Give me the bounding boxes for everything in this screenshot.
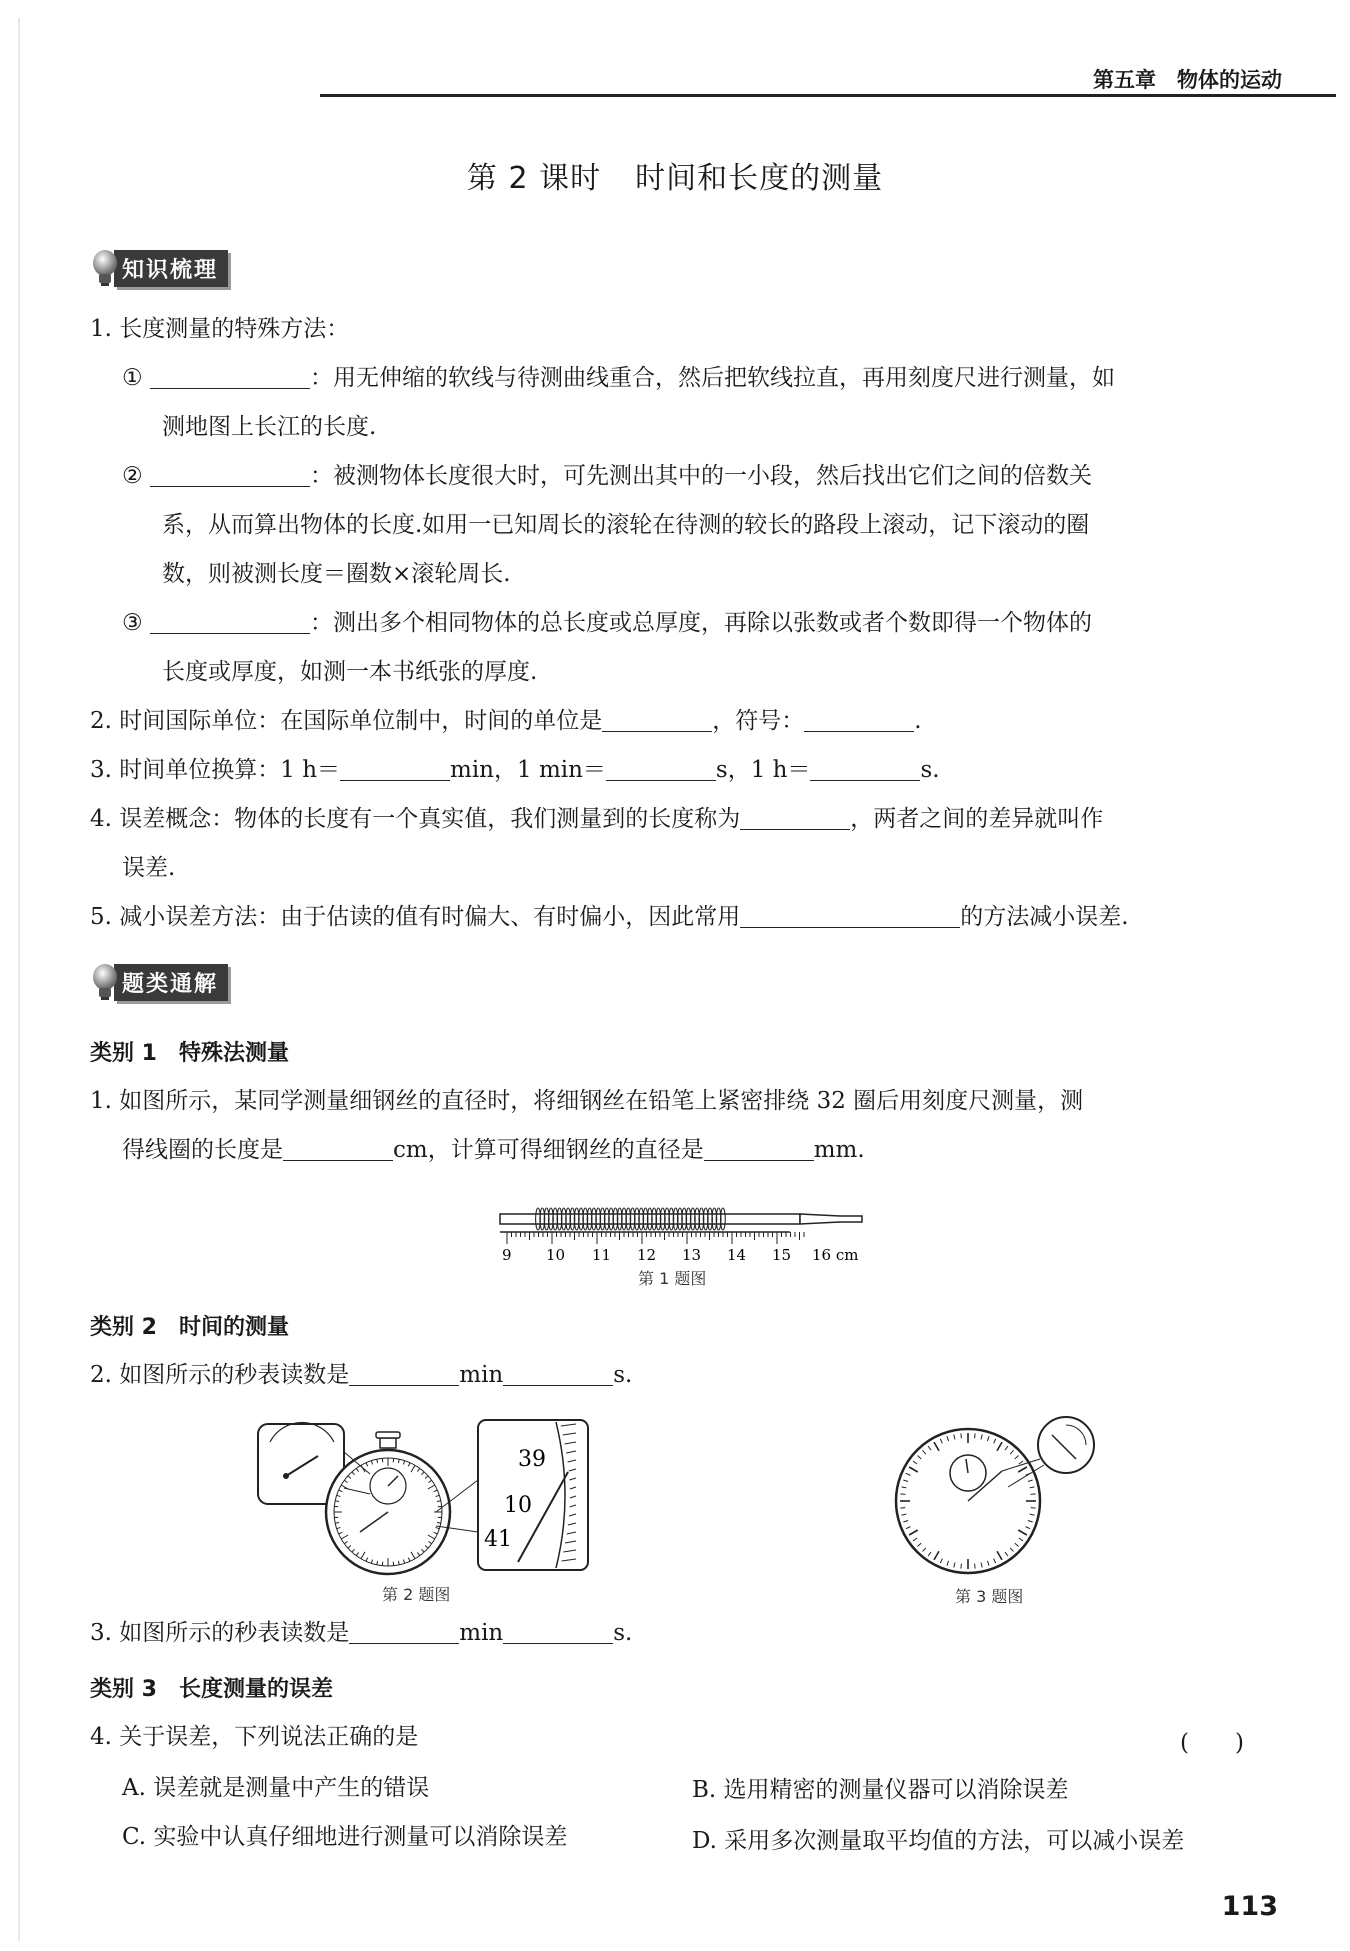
method-3: [122, 608, 1092, 638]
text: min，1 min＝: [450, 757, 606, 783]
dial-tick: [975, 1564, 976, 1569]
category-1: 类别 1 特殊法测量: [90, 1041, 289, 1066]
text: s，1 h＝: [715, 757, 811, 783]
lesson-number: 第 2 课时: [466, 161, 602, 196]
knowledge-q1: 1. 长度测量的特殊方法：: [90, 316, 350, 342]
text: 2. 时间国际单位：在国际单位制中，时间的单位是: [90, 708, 603, 734]
stopwatch-crown: [380, 1438, 396, 1448]
method-3-cont: 长度或厚度，如测一本书纸张的厚度.: [162, 659, 538, 685]
dial-tick: [961, 1564, 962, 1569]
answer-blank[interactable]: [503, 1619, 613, 1644]
text: 2. 如图所示的秒表读数是: [90, 1362, 350, 1388]
chapter-header: 第五章 物体的运动: [1093, 68, 1282, 92]
text: cm，计算可得细钢丝的直径是: [393, 1137, 704, 1163]
knowledge-q2: [90, 706, 922, 736]
text: 4. 误差概念：物体的长度有一个真实值，我们测量到的长度称为: [90, 806, 741, 832]
lightbulb-icon: [90, 248, 120, 288]
answer-blank[interactable]: [340, 756, 450, 781]
figure-2-caption: 第 2 题图: [382, 1585, 451, 1604]
problem-4: 4. 关于误差，下列说法正确的是: [90, 1724, 419, 1750]
marker: ①: [122, 365, 143, 391]
answer-blank[interactable]: [810, 756, 920, 781]
method-1-cont: 测地图上长江的长度.: [162, 414, 377, 440]
answer-blank[interactable]: [804, 707, 914, 732]
header-rule: [320, 94, 1336, 97]
answer-blank[interactable]: [606, 756, 716, 781]
text: 3. 时间单位换算：1 h＝: [90, 757, 341, 783]
knowledge-q4-cont: 误差.: [122, 855, 176, 881]
category-3: 类别 3 长度测量的误差: [90, 1677, 333, 1702]
answer-blank[interactable]: [150, 462, 310, 487]
dial-tick: [900, 1494, 905, 1495]
figure-3-caption: 第 3 题图: [955, 1587, 1024, 1606]
ruler-ticks: [507, 1232, 804, 1244]
text: mm.: [813, 1137, 865, 1163]
tick-label: 13: [682, 1246, 702, 1264]
option-c[interactable]: C. 实验中认真仔细地进行测量可以消除误差: [122, 1824, 568, 1850]
figure-1-caption: 第 1 题图: [638, 1269, 707, 1288]
stopwatch-button: [376, 1432, 400, 1438]
method-1: [122, 363, 1115, 393]
zoom-number: 10: [504, 1493, 532, 1518]
figure-2-stopwatch: [256, 1412, 592, 1577]
dial-tick: [1031, 1508, 1036, 1509]
answer-paren[interactable]: ( ): [1180, 1730, 1244, 1756]
section-problems: [90, 962, 228, 1002]
answer-blank[interactable]: [704, 1136, 814, 1161]
lightbulb-icon: [90, 962, 120, 1002]
option-d[interactable]: D. 采用多次测量取平均值的方法，可以减小误差: [692, 1828, 1185, 1854]
section-knowledge: [90, 248, 228, 288]
text: ，两者之间的差异就叫作: [850, 806, 1104, 832]
answer-blank[interactable]: [150, 609, 310, 634]
figure-3-stopwatch: [890, 1415, 1104, 1577]
tick-label: 16 cm: [812, 1246, 859, 1264]
method-2: [122, 461, 1092, 491]
minute-pivot: [283, 1473, 289, 1479]
tick-label: 9: [502, 1246, 512, 1264]
lesson-topic: 时间和长度的测量: [635, 161, 884, 196]
tick-label: 11: [592, 1246, 612, 1264]
text: 得线圈的长度是: [122, 1137, 283, 1163]
dial-tick: [961, 1433, 962, 1438]
method-text: ：用无伸缩的软线与待测曲线重合，然后把软线拉直，再用刻度尺进行测量，如: [309, 365, 1115, 391]
answer-blank[interactable]: [740, 903, 960, 928]
answer-blank[interactable]: [283, 1136, 393, 1161]
text: s.: [920, 757, 940, 783]
page-number: 113: [1221, 1891, 1278, 1922]
marker: ②: [122, 463, 143, 489]
section-title: 知识梳理: [114, 250, 228, 287]
text: 的方法减小误差.: [960, 904, 1129, 930]
answer-blank[interactable]: [740, 805, 850, 830]
answer-blank[interactable]: [349, 1361, 459, 1386]
problem-1: 1. 如图所示，某同学测量细钢丝的直径时，将细钢丝在铅笔上紧密排绕 32 圈后用刻度尺测量，测: [90, 1088, 1084, 1114]
text: min: [459, 1362, 504, 1388]
tick-label: 14: [727, 1246, 747, 1264]
text: s.: [613, 1362, 633, 1388]
dial-tick: [900, 1508, 905, 1509]
text: 5. 减小误差方法：由于估读的值有时偏大、有时偏小，因此常用: [90, 904, 741, 930]
text: .: [914, 708, 922, 734]
text: ，符号：: [712, 708, 805, 734]
zoom-number: 41: [484, 1527, 512, 1552]
answer-blank[interactable]: [150, 364, 310, 389]
marker: ③: [122, 610, 143, 636]
section-title: 题类通解: [114, 964, 228, 1001]
text: min: [459, 1620, 504, 1646]
knowledge-q4: [90, 804, 1103, 834]
dial-tick: [975, 1433, 976, 1438]
problem-1-cont: [122, 1135, 865, 1165]
problem-3: [90, 1618, 632, 1648]
lesson-title: [0, 153, 1350, 197]
answer-blank[interactable]: [602, 707, 712, 732]
method-text: ：被测物体长度很大时，可先测出其中的一小段，然后找出它们之间的倍数关: [309, 463, 1092, 489]
method-2-cont: 系，从而算出物体的长度.如用一已知周长的滚轮在待测的较长的路段上滚动，记下滚动的圈: [162, 512, 1090, 538]
tick-label: 12: [637, 1246, 657, 1264]
option-b[interactable]: B. 选用精密的测量仪器可以消除误差: [692, 1777, 1069, 1803]
knowledge-q3: [90, 755, 940, 785]
answer-blank[interactable]: [349, 1619, 459, 1644]
figure-1-ruler-coil: [490, 1188, 870, 1268]
tick-label: 10: [546, 1246, 566, 1264]
category-2: 类别 2 时间的测量: [90, 1315, 289, 1340]
method-text: ：测出多个相同物体的总长度或总厚度，再除以张数或者个数即得一个物体的: [309, 610, 1092, 636]
answer-blank[interactable]: [503, 1361, 613, 1386]
pencil-tip: [800, 1214, 862, 1224]
method-2-cont2: 数，则被测长度＝圈数×滚轮周长.: [162, 561, 511, 587]
text: 3. 如图所示的秒表读数是: [90, 1620, 350, 1646]
tick-label: 15: [772, 1246, 792, 1264]
text: s.: [613, 1620, 633, 1646]
zoom-number: 39: [518, 1447, 546, 1472]
knowledge-q5: [90, 902, 1129, 932]
dial-tick: [1031, 1494, 1036, 1495]
problem-2: [90, 1360, 632, 1390]
option-a[interactable]: A. 误差就是测量中产生的错误: [122, 1775, 430, 1801]
